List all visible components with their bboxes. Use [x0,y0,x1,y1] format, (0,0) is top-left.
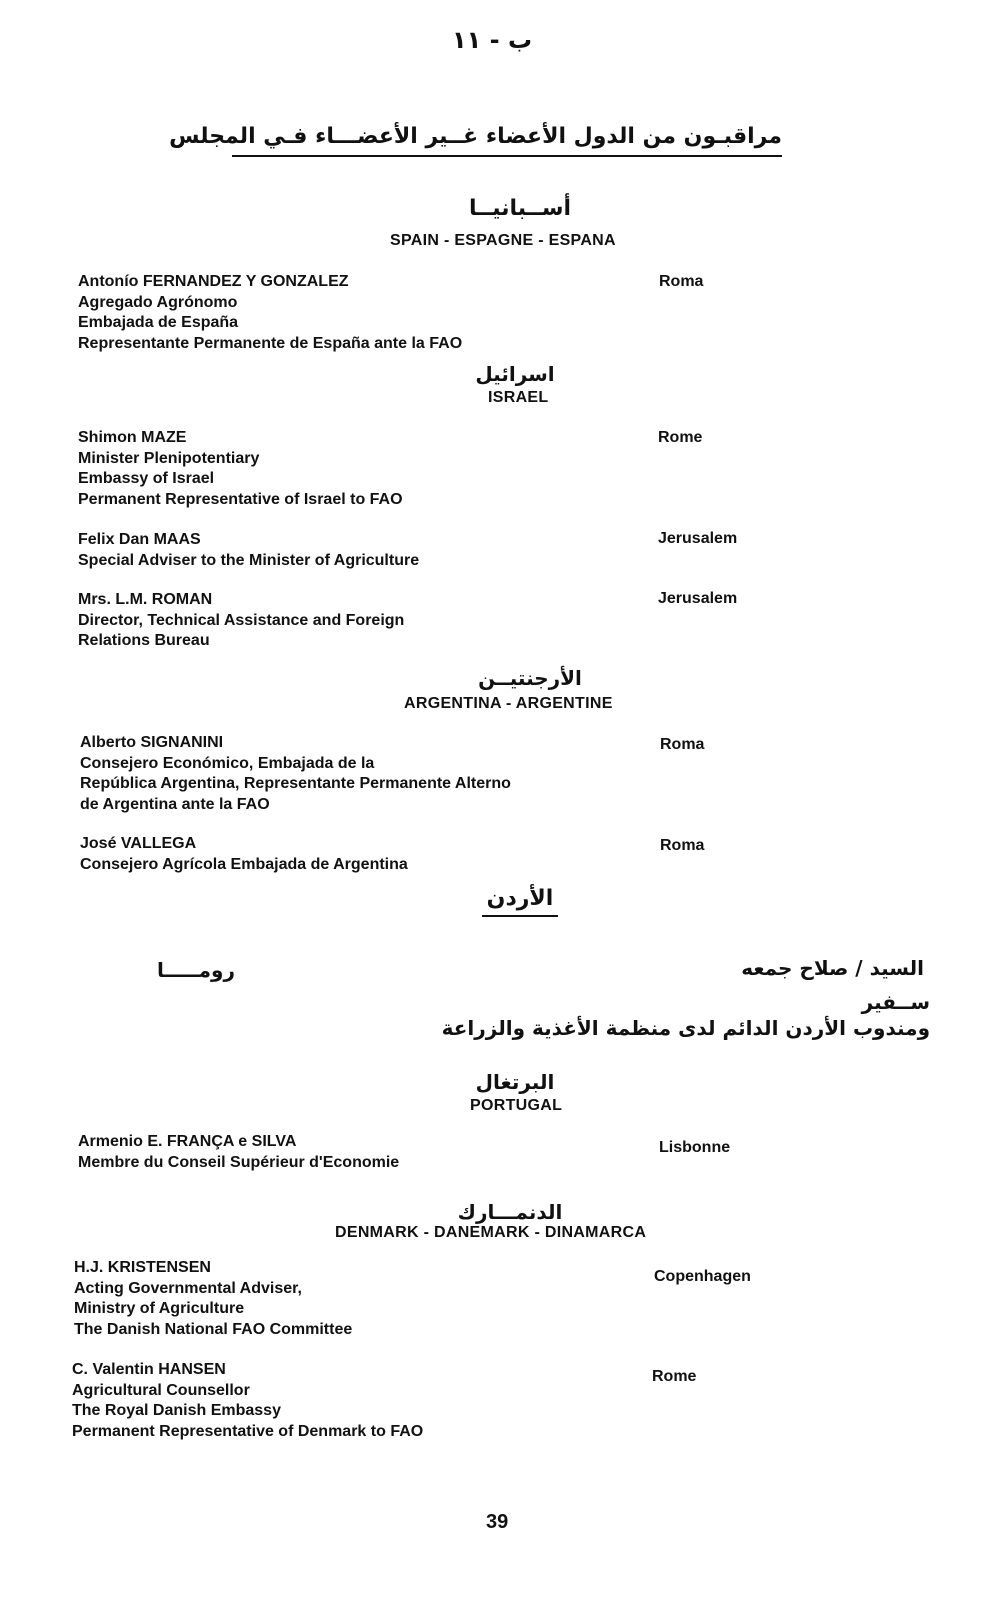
entry-city: Lisbonne [659,1139,731,1156]
entry-line: José VALLEGA [80,835,197,852]
page-title: مراقبـون من الدول الأعضاء غــير الأعضـــاء فـي المجلس [232,124,782,157]
section-heading-ar-argentina: الأرجنتيــن [478,666,582,690]
section-heading-ar-denmark: الدنمـــارك [457,1200,563,1224]
entry-line: de Argentina ante la FAO [80,795,270,813]
section-heading-ar-jordan: الأردن [482,886,558,917]
entry-line: Alberto SIGNANINI [80,734,224,751]
entry-line: H.J. KRISTENSEN [74,1259,211,1276]
entry-city: Roma [659,273,704,290]
section-heading-portugal: PORTUGAL [470,1097,563,1114]
entry-city: Roma [660,736,705,753]
entry-line: Consejero Económico, Embajada de la [80,754,375,772]
entry-line: Acting Governmental Adviser, [74,1279,302,1297]
entry-city: Copenhagen [654,1268,751,1285]
entry-line: Membre du Conseil Supérieur d'Economie [78,1153,400,1171]
page-number: 39 [486,1511,509,1533]
entry-line: Ministry of Agriculture [74,1300,245,1317]
section-heading-spain: SPAIN - ESPAGNE - ESPANA [390,232,616,249]
entry-line: Embassy of Israel [78,470,215,487]
entry-line: Mrs. L.M. ROMAN [78,591,213,608]
entry-portugal-1 [78,1132,399,1173]
entry-line: The Royal Danish Embassy [72,1402,281,1419]
entry-line: Felix Dan MAAS [78,531,201,548]
entry-spain-1 [78,272,462,354]
entry-line: Shimon MAZE [78,429,187,446]
jordan-title: ســفير [861,990,930,1014]
entry-denmark-2 [72,1360,423,1442]
section-heading-ar-portugal: البرتغال [475,1070,555,1094]
jordan-name: السيد / صلاح جمعه [741,956,924,980]
entry-argentina-2 [80,834,408,875]
entry-line: Permanent Representative of Israel to FAO [78,490,403,508]
section-heading-denmark: DENMARK - DANEMARK - DINAMARCA [335,1224,647,1241]
entry-city: Jerusalem [658,590,738,607]
entry-israel-1 [78,428,403,510]
entry-line: Representante Permanente de España ante la FAO [78,334,463,352]
entry-line: Embajada de España [78,314,239,331]
entry-line: Special Adviser to the Minister of Agriculture [78,551,420,569]
entry-line: C. Valentin HANSEN [72,1361,226,1378]
section-heading-argentina: ARGENTINA - ARGENTINE [404,695,613,712]
section-heading-ar-spain: أســبانيــا [469,196,571,221]
jordan-city: رومـــــا [156,958,235,982]
section-heading-ar-israel: اسرائيل [475,362,555,386]
entry-line: Director, Technical Assistance and Foreign [78,611,405,629]
entry-line: Minister Plenipotentiary [78,449,260,467]
entry-argentina-1 [80,733,511,815]
entry-line: Agricultural Counsellor [72,1381,250,1399]
entry-city: Rome [658,429,703,446]
entry-line: Consejero Agrícola Embajada de Argentina [80,855,408,873]
entry-line: Antonío FERNANDEZ Y GONZALEZ [78,273,349,290]
entry-line: The Danish National FAO Committee [74,1320,353,1338]
entry-line: Armenio E. FRANÇA e SILVA [78,1133,297,1150]
entry-line: Relations Bureau [78,632,210,649]
entry-city: Rome [652,1368,697,1385]
page-code: ب - ١١ [452,26,533,54]
entry-line: Permanent Representative of Denmark to FAO [72,1422,424,1440]
jordan-role: ومندوب الأردن الدائم لدى منظمة الأغذية والزراعة [441,1016,930,1040]
entry-line: Agregado Agrónomo [78,293,238,311]
entry-city: Jerusalem [658,530,738,547]
entry-israel-2 [78,530,419,571]
entry-line: República Argentina, Representante Permanente Alterno [80,775,511,792]
entry-city: Roma [660,837,705,854]
entry-israel-3 [78,590,404,652]
entry-denmark-1 [74,1258,352,1340]
section-heading-israel: ISRAEL [488,389,549,406]
